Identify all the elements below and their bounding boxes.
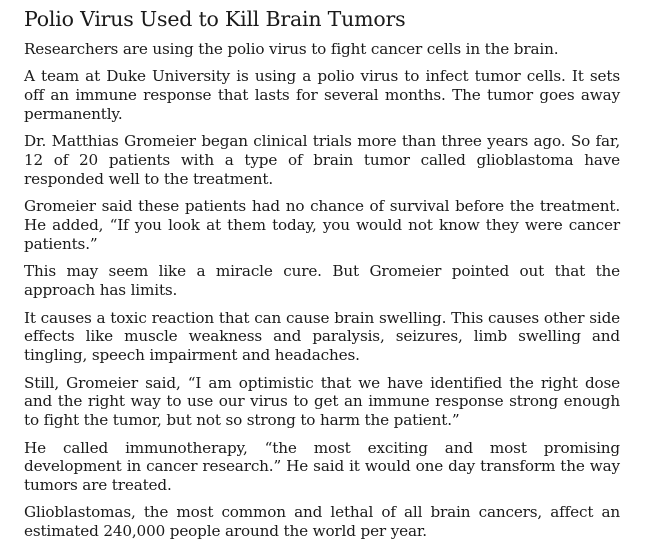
article-title: Polio Virus Used to Kill Brain Tumors <box>24 7 406 31</box>
article-paragraph: Gromeier said these patients had no chance of survival before the treatment. He added, “If you look at them today, you would not know they were cancer patients.” <box>24 197 620 253</box>
article-paragraph: He called immunotherapy, “the most exciting and most promising development in cancer research.” He said it would one day transform the way tumors are treated. <box>24 438 620 495</box>
article <box>24 6 620 550</box>
article-paragraph: Dr. Matthias Gromeier began clinical trials more than three years ago. So far, 12 of 20 patients with a type of brain tumor called glioblastoma have responded well to the treatment. <box>24 132 620 188</box>
article-paragraph: Still, Gromeier said, “I am optimistic that we have identified the right dose and the right way to use our virus to get an immune response strong enough to fight the tumor, but not so strong to harm the patient.” <box>24 373 620 430</box>
article-paragraph: A team at Duke University is using a polio virus to infect tumor cells. It sets off an immune response that lasts for several months. The tumor goes away permanently. <box>24 67 620 123</box>
article-paragraph: Glioblastomas, the most common and lethal of all brain cancers, affect an estimated 240,000 people around the world per year. <box>24 503 620 541</box>
article-paragraph: It causes a toxic reaction that can cause brain swelling. This causes other side effects like muscle weakness and paralysis, seizures, limb swelling and tingling, speech impairment and headaches. <box>24 308 620 365</box>
article-paragraph: Researchers are using the polio virus to fight cancer cells in the brain. <box>24 40 559 58</box>
article-paragraph: This may seem like a miracle cure. But Gromeier pointed out that the approach has limits. <box>24 262 620 300</box>
